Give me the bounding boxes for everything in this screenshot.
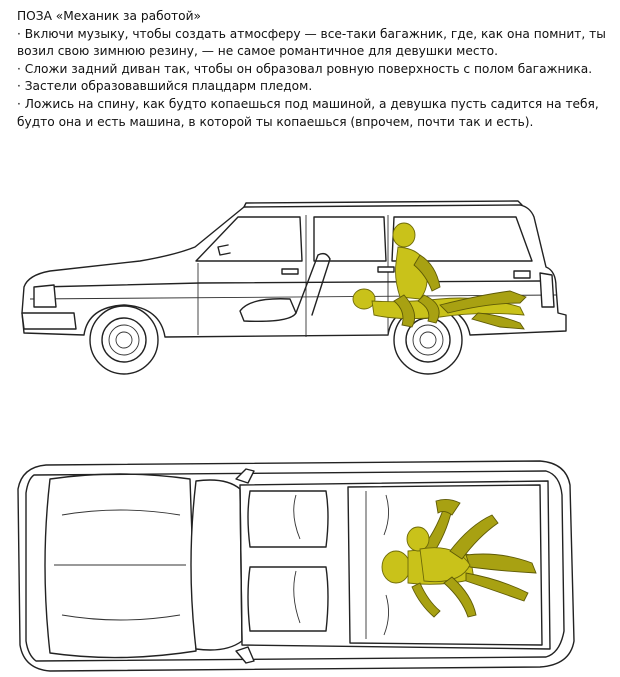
car-side-view-illustration xyxy=(0,195,620,385)
article-title: ПОЗА «Механик за работой» xyxy=(17,9,201,23)
car-top-view-illustration xyxy=(0,455,620,677)
step-2: · Сложи задний диван так, чтобы он образовал ровную поверхность с полом багажника. xyxy=(17,61,593,76)
step-3: · Застели образовавшийся плацдарм пледом. xyxy=(17,79,313,94)
article-text xyxy=(17,8,613,131)
step-1: · Включи музыку, чтобы создать атмосферу — все-таки багажник, где, как она помнит, ты возил свою зимнюю резину, — не самое романтичное для девушки место. xyxy=(17,26,606,59)
wheel-front xyxy=(90,306,158,374)
step-4: · Ложись на спину, как будто копаешься под машиной, а девушка пусть садится на тебя, будто она и есть машина, в которой ты копаешься (впрочем, почти так и есть). xyxy=(17,96,599,129)
